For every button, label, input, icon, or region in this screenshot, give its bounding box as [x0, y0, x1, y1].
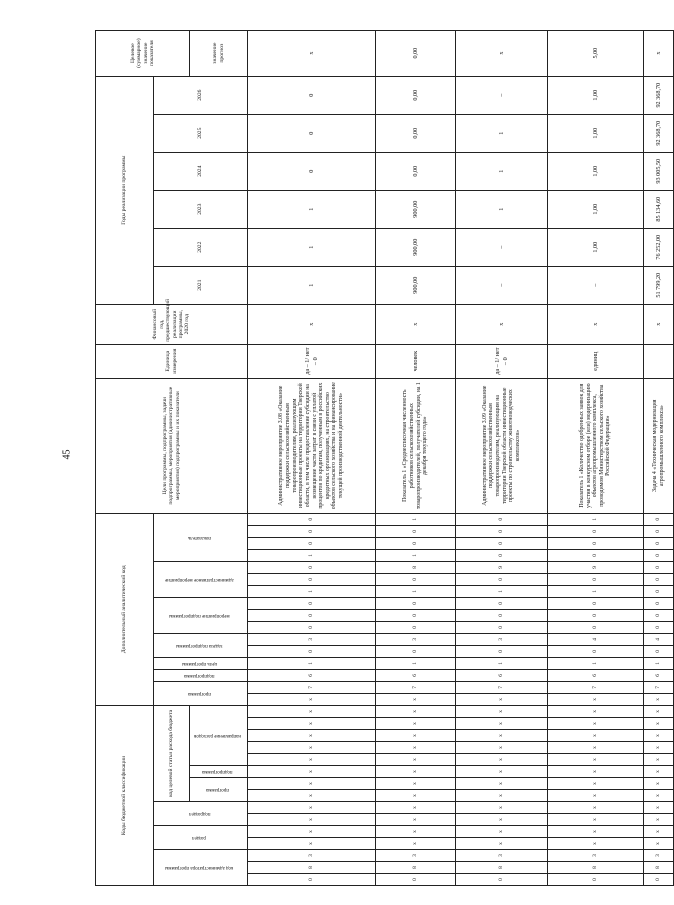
- budget-code-digit: x: [644, 802, 674, 814]
- budget-code-digit: 8: [644, 862, 674, 874]
- budget-code-digit: 8: [548, 862, 644, 874]
- row-year-value: 1,00: [548, 114, 644, 152]
- analytic-subprogram-header: [154, 669, 248, 681]
- analytic-code-digit: 8: [376, 561, 456, 573]
- year-header-2: 2023: [154, 190, 248, 228]
- analytic-code-digit: 0: [248, 645, 376, 657]
- unit-column-header: Единица измерения: [96, 344, 248, 378]
- row-year-value: 0: [248, 114, 376, 152]
- analytic-code-digit: 1: [376, 513, 456, 525]
- budget-code-digit: x: [456, 742, 548, 754]
- row-name: Административное мероприятие 3.08 «Оказание поддержки сельскохозяйственным товаропроизводителям, реализующим инвестиционные проекты на территории Тверской области, в том числе предоставление субсидии на возмещение части затрат в связи с уплатой процентов по кредитам, полученным в российских кредитных организациях, на строительство объектов сельского хозяйства и на финансирование текущей производственной деятельности»: [248, 378, 376, 513]
- row-year-value: –: [548, 266, 644, 304]
- year-header-3: 2024: [154, 152, 248, 190]
- budget-code-digit: x: [376, 766, 456, 778]
- analytic-code-digit: 9: [456, 561, 548, 573]
- budget-code-digit: x: [548, 718, 644, 730]
- analytic-code-digit: 0: [644, 549, 674, 561]
- row-year-value: 85 134,60: [644, 190, 674, 228]
- direction-code-header: [190, 705, 248, 765]
- budget-code-digit: 0: [248, 874, 376, 886]
- analytic-code-digit: 0: [644, 645, 674, 657]
- analytic-code-digit: 0: [456, 513, 548, 525]
- row-year-value: 1: [248, 190, 376, 228]
- row-unit: единиц: [548, 344, 644, 378]
- budget-code-digit: x: [548, 705, 644, 717]
- budget-code-digit: x: [644, 730, 674, 742]
- budget-code-digit: 0: [456, 874, 548, 886]
- analytic-code-digit: 0: [548, 609, 644, 621]
- analytic-code-digit: 0: [548, 525, 644, 537]
- budget-code-digit: x: [456, 826, 548, 838]
- analytic-goal-header: [154, 657, 248, 669]
- row-target: 0,00: [376, 30, 456, 76]
- analytic-code-digit: 0: [456, 609, 548, 621]
- analytic-code-digit: 0: [456, 573, 548, 585]
- analytic-code-digit: 1: [548, 585, 644, 597]
- row-year-value: 93 005,50: [644, 152, 674, 190]
- analytic-code-digit: x: [248, 693, 376, 705]
- budget-code-digit: x: [456, 705, 548, 717]
- row-year-value: 900,00: [376, 266, 456, 304]
- row-year-value: 92 368,70: [644, 114, 674, 152]
- budget-code-digit: x: [376, 754, 456, 766]
- subsection-header: [154, 802, 248, 826]
- analytic-code-digit: x: [644, 693, 674, 705]
- analytic-code-digit: 7: [248, 681, 376, 693]
- row-fin-year: x: [456, 304, 548, 344]
- budget-code-digit: 8: [248, 862, 376, 874]
- analytic-code-digit: 0: [548, 537, 644, 549]
- budget-code-digit: x: [248, 790, 376, 802]
- budget-code-digit: x: [248, 802, 376, 814]
- budget-code-digit: 3: [644, 850, 674, 862]
- table-row: [456, 30, 548, 885]
- budget-code-digit: x: [456, 814, 548, 826]
- analytic-code-digit: 3: [456, 633, 548, 645]
- row-fin-year: x: [376, 304, 456, 344]
- budget-code-digit: x: [248, 826, 376, 838]
- row-year-value: 1: [248, 228, 376, 266]
- analytic-code-digit: 0: [248, 621, 376, 633]
- analytic-code-digit: 0: [644, 513, 674, 525]
- budget-code-digit: x: [644, 754, 674, 766]
- row-unit: да – 1/ нет – 0: [456, 344, 548, 378]
- vertical-label: задача подпрограммы: [176, 642, 223, 648]
- table-row: [644, 30, 674, 885]
- analytic-code-digit: 0: [376, 621, 456, 633]
- analytic-code-digit: 0: [456, 621, 548, 633]
- rotated-table-wrapper: [95, 31, 665, 886]
- analytic-program-header: [154, 681, 248, 705]
- row-year-value: 0,00: [376, 76, 456, 114]
- budget-code-digit: x: [376, 802, 456, 814]
- analytic-code-digit: 0: [248, 597, 376, 609]
- vertical-label: мероприятие подпрограммы: [169, 612, 230, 618]
- analytic-code-digit: 6: [248, 669, 376, 681]
- row-year-value: 0: [248, 152, 376, 190]
- table-row: [376, 30, 456, 885]
- row-fin-year: x: [644, 304, 674, 344]
- budget-code-digit: x: [248, 778, 376, 790]
- budget-code-digit: x: [548, 790, 644, 802]
- row-year-value: –: [456, 228, 548, 266]
- analytic-code-digit: 0: [456, 645, 548, 657]
- section-header: [154, 826, 248, 850]
- row-target: x: [644, 30, 674, 76]
- table-row: [248, 30, 376, 885]
- row-fin-year: x: [248, 304, 376, 344]
- budget-code-digit: x: [456, 730, 548, 742]
- fin-year-column-header: Финансовый год, предшествующий реализации программы, 2020 год: [96, 304, 248, 344]
- analytic-code-digit: 1: [248, 657, 376, 669]
- row-target: x: [456, 30, 548, 76]
- row-year-value: 1,00: [548, 190, 644, 228]
- budget-code-digit: x: [644, 790, 674, 802]
- budget-code-digit: x: [548, 838, 644, 850]
- budget-code-digit: x: [376, 838, 456, 850]
- budget-codes-header: Коды бюджетной классификации: [96, 705, 154, 885]
- years-group-header: Годы реализации программы: [96, 76, 154, 304]
- budget-code-digit: 3: [376, 850, 456, 862]
- analytic-code-digit: 0: [248, 525, 376, 537]
- analytic-measure-header: [154, 597, 248, 633]
- row-name: Задача 4 «Техническая модернизация агропромышленного комплекса»: [644, 378, 674, 513]
- analytic-code-digit: 3: [376, 633, 456, 645]
- analytic-code-header: Дополнительный аналитический код: [96, 513, 154, 705]
- budget-code-digit: x: [248, 814, 376, 826]
- analytic-code-digit: 1: [248, 549, 376, 561]
- row-unit: [644, 344, 674, 378]
- budget-code-digit: x: [248, 730, 376, 742]
- row-unit: человек: [376, 344, 456, 378]
- analytic-code-digit: 7: [548, 681, 644, 693]
- budget-code-digit: x: [248, 718, 376, 730]
- analytic-code-digit: 1: [376, 549, 456, 561]
- budget-code-digit: 0: [644, 874, 674, 886]
- row-year-value: 51 799,20: [644, 266, 674, 304]
- table-row: [548, 30, 644, 885]
- subprogram-code-header: [190, 766, 248, 778]
- analytic-code-digit: 9: [548, 561, 644, 573]
- budget-code-digit: x: [644, 766, 674, 778]
- program-table: [95, 30, 674, 886]
- header-row: [96, 30, 154, 885]
- budget-code-digit: x: [456, 778, 548, 790]
- budget-code-digit: x: [376, 730, 456, 742]
- budget-code-digit: x: [248, 838, 376, 850]
- analytic-code-digit: x: [548, 693, 644, 705]
- vertical-label: цель программы: [181, 660, 217, 666]
- analytic-code-digit: 0: [644, 621, 674, 633]
- budget-code-digit: x: [456, 754, 548, 766]
- analytic-code-digit: 6: [376, 669, 456, 681]
- analytic-code-digit: 6: [456, 669, 548, 681]
- row-year-value: 0,00: [376, 114, 456, 152]
- analytic-code-digit: 0: [644, 609, 674, 621]
- analytic-code-digit: 0: [376, 573, 456, 585]
- budget-code-digit: x: [248, 705, 376, 717]
- program-code-header: [190, 778, 248, 802]
- analytic-code-digit: 0: [644, 573, 674, 585]
- row-year-value: –: [456, 266, 548, 304]
- row-name: Административное мероприятие 3.09 «Оказание поддержки сельскохозяйственным товаропроизводителям, реализующим на территории Тверской области инвестиционные проекты по строительству животноводческих комплексов»: [456, 378, 548, 513]
- budget-code-digit: 3: [248, 850, 376, 862]
- analytic-code-digit: 0: [548, 621, 644, 633]
- analytic-code-digit: 6: [548, 669, 644, 681]
- analytic-admin-measure-header: [154, 561, 248, 597]
- vertical-label: подпрограмма: [202, 769, 233, 774]
- row-year-value: 76 252,00: [644, 228, 674, 266]
- budget-code-digit: x: [456, 802, 548, 814]
- row-year-value: 92 368,70: [644, 76, 674, 114]
- row-year-value: 0,00: [376, 152, 456, 190]
- analytic-code-digit: 0: [376, 525, 456, 537]
- analytic-code-digit: 4: [644, 633, 674, 645]
- page-number: 45: [61, 449, 73, 460]
- vertical-label: программа: [205, 787, 229, 792]
- vertical-label: направление расходов: [193, 732, 241, 738]
- vertical-label: программа: [187, 690, 211, 696]
- analytic-task-header: [154, 633, 248, 657]
- analytic-code-digit: 0: [548, 573, 644, 585]
- row-year-value: 1,00: [548, 152, 644, 190]
- budget-code-digit: x: [548, 742, 644, 754]
- analytic-code-digit: x: [456, 693, 548, 705]
- budget-code-digit: x: [644, 718, 674, 730]
- row-year-value: 1: [248, 266, 376, 304]
- vertical-label: раздел: [192, 835, 207, 840]
- analytic-code-digit: 7: [644, 681, 674, 693]
- analytic-code-digit: 0: [644, 585, 674, 597]
- analytic-code-digit: 0: [248, 513, 376, 525]
- analytic-code-digit: 0: [376, 537, 456, 549]
- budget-code-digit: x: [376, 742, 456, 754]
- vertical-label: показатель: [187, 534, 211, 540]
- budget-code-digit: x: [376, 814, 456, 826]
- budget-code-digit: x: [644, 814, 674, 826]
- budget-code-digit: x: [376, 718, 456, 730]
- analytic-code-digit: x: [376, 693, 456, 705]
- budget-code-digit: x: [376, 826, 456, 838]
- analytic-code-digit: 0: [548, 597, 644, 609]
- budget-code-digit: x: [548, 754, 644, 766]
- budget-code-digit: x: [644, 742, 674, 754]
- analytic-code-digit: 0: [376, 597, 456, 609]
- budget-code-digit: x: [548, 778, 644, 790]
- analytic-code-digit: 1: [548, 657, 644, 669]
- row-year-value: 1,00: [548, 76, 644, 114]
- budget-code-digit: x: [456, 838, 548, 850]
- analytic-code-digit: 1: [456, 585, 548, 597]
- budget-code-digit: x: [456, 790, 548, 802]
- analytic-code-digit: 7: [456, 681, 548, 693]
- analytic-code-digit: 0: [456, 537, 548, 549]
- analytic-code-digit: 0: [644, 597, 674, 609]
- budget-code-digit: 3: [456, 850, 548, 862]
- analytic-code-digit: 0: [248, 573, 376, 585]
- budget-code-digit: x: [456, 766, 548, 778]
- analytic-code-digit: 0: [548, 549, 644, 561]
- year-header-4: 2025: [154, 114, 248, 152]
- budget-code-digit: x: [644, 778, 674, 790]
- budget-code-digit: x: [456, 718, 548, 730]
- analytic-code-digit: 1: [644, 657, 674, 669]
- budget-code-digit: x: [644, 838, 674, 850]
- budget-code-digit: x: [548, 802, 644, 814]
- row-unit: да – 1/ нет – 0: [248, 344, 376, 378]
- row-name: Показатель 1 «Количество одобренных заявок для участия в конкурсном отборе (или) модернизацию объектов агропромышленного комплекса, проводимом Министерством сельского хозяйства Российской Федерации»: [548, 378, 644, 513]
- row-fin-year: x: [548, 304, 644, 344]
- analytic-code-digit: 1: [376, 585, 456, 597]
- budget-item-header: код целевой статьи расхода бюджета: [154, 705, 190, 801]
- analytic-code-digit: 0: [644, 525, 674, 537]
- budget-code-digit: x: [548, 766, 644, 778]
- budget-code-digit: x: [376, 790, 456, 802]
- analytic-code-digit: 0: [248, 561, 376, 573]
- budget-code-digit: x: [644, 705, 674, 717]
- budget-code-digit: 0: [548, 874, 644, 886]
- budget-code-digit: x: [548, 730, 644, 742]
- budget-code-digit: x: [376, 778, 456, 790]
- vertical-label: административное мероприятие: [165, 576, 234, 582]
- analytic-code-digit: 0: [248, 609, 376, 621]
- row-target: 5,00: [548, 30, 644, 76]
- budget-code-digit: x: [248, 754, 376, 766]
- admin-code-header: [154, 850, 248, 886]
- analytic-code-digit: 3: [248, 633, 376, 645]
- analytic-code-digit: 0: [548, 645, 644, 657]
- row-year-value: 1,00: [548, 228, 644, 266]
- row-year-value: 1: [456, 152, 548, 190]
- vertical-label: подраздел: [188, 811, 211, 816]
- analytic-code-digit: 0: [456, 597, 548, 609]
- rotated-sheet: [95, 31, 665, 886]
- analytic-code-digit: 6: [644, 669, 674, 681]
- row-name: Показатель 1 «Среднесписочная численность работников сельскохозяйственных товаропроизводителей, получателей субсидии, на 1 декабря текущего года»: [376, 378, 456, 513]
- name-column-header: Цели программы, подпрограммы, задачи подпрограммы, мероприятия (административные мероприятия) подпрограммы и их показатели: [96, 378, 248, 513]
- row-year-value: 0: [248, 76, 376, 114]
- row-year-value: 900,00: [376, 190, 456, 228]
- year-header-5: 2026: [154, 76, 248, 114]
- analytic-code-digit: 7: [376, 681, 456, 693]
- target-sub-header: значение прогноз: [190, 30, 248, 76]
- year-header-0: 2021: [154, 266, 248, 304]
- analytic-indicator-header: [154, 513, 248, 561]
- budget-code-digit: x: [644, 826, 674, 838]
- analytic-code-digit: 0: [456, 549, 548, 561]
- analytic-code-digit: 1: [248, 585, 376, 597]
- analytic-code-digit: 1: [456, 657, 548, 669]
- vertical-label: код администратора программы: [165, 865, 234, 870]
- vertical-label: подпрограмма: [184, 672, 215, 678]
- budget-code-digit: 8: [376, 862, 456, 874]
- analytic-code-digit: 0: [376, 609, 456, 621]
- budget-code-digit: x: [248, 742, 376, 754]
- row-year-value: 900,00: [376, 228, 456, 266]
- analytic-code-digit: 0: [456, 525, 548, 537]
- budget-code-digit: x: [376, 705, 456, 717]
- row-target: x: [248, 30, 376, 76]
- row-year-value: 1: [456, 190, 548, 228]
- budget-code-digit: 0: [376, 874, 456, 886]
- budget-code-digit: 3: [548, 850, 644, 862]
- budget-code-digit: x: [548, 826, 644, 838]
- analytic-code-digit: 0: [644, 561, 674, 573]
- row-year-value: –: [456, 76, 548, 114]
- analytic-code-digit: 4: [548, 633, 644, 645]
- analytic-code-digit: 0: [376, 645, 456, 657]
- analytic-code-digit: 1: [548, 513, 644, 525]
- analytic-code-digit: 0: [644, 537, 674, 549]
- year-header-1: 2022: [154, 228, 248, 266]
- analytic-code-digit: 0: [248, 537, 376, 549]
- analytic-code-digit: 1: [376, 657, 456, 669]
- budget-code-digit: 8: [456, 862, 548, 874]
- row-year-value: 1: [456, 114, 548, 152]
- budget-code-digit: x: [248, 766, 376, 778]
- target-column-header: Целевое (суммарное) значение показателя: [96, 30, 190, 76]
- budget-code-digit: x: [548, 814, 644, 826]
